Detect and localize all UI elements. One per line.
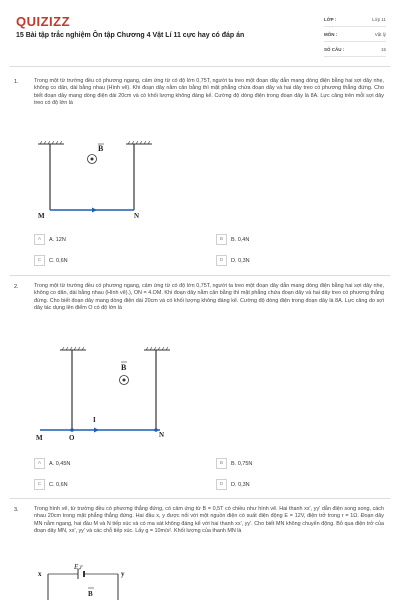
point-n-label: N [159, 431, 165, 439]
field-label-b: B [121, 363, 127, 372]
meta-key: LỚP : [324, 16, 337, 22]
option-c[interactable] [34, 479, 68, 490]
question-text: Trong một từ trường đều có phương ngang, cảm ứng từ có độ lớn 0,75T, người ta treo một đoạn dây dẫn mang dòng điện bằng hai sợi dây nhẹ, không co dãn, dài bằng nhau (Hình vẽ).), ON = 4.OM. Khi đoạn dây nằm cân bằng thì mặt phẳng chứa đoạn dây và hai dây treo có phương thẳng đứng. Cho biết đoạn dây mang dòng điện dài 20cm và có khối lượng không đáng kể. Cường độ dòng điện trong đoạn dây là 8A. Lực căng do sợi dây tác dụng lên điểm O có độ lớn là [34, 283, 384, 311]
field-out-of-page-icon [120, 376, 129, 385]
current-label-i: I [93, 416, 96, 424]
page-title: 15 Bài tập trắc nghiệm Ôn tập Chương 4 Vật Lí 11 cực hay có đáp án [16, 32, 245, 39]
point-n-label: N [134, 212, 140, 220]
meta-panel [324, 12, 386, 57]
option-a[interactable] [34, 458, 70, 469]
question-1-figure [30, 138, 190, 224]
divider [10, 498, 390, 499]
option-text: A. 12N [49, 236, 66, 243]
option-a[interactable] [34, 234, 66, 245]
quizizz-logo: QUIZIZZ [16, 14, 71, 29]
option-letter-box: D [216, 479, 227, 490]
current-arrow-icon [94, 428, 99, 433]
meta-row-grade [324, 12, 386, 27]
ceiling-left [38, 141, 64, 144]
meta-key: SỐ CÂU : [324, 46, 345, 52]
question-number: 2. [14, 284, 19, 290]
point-m-label: M [36, 434, 43, 442]
option-text: A. 0,45N [49, 460, 71, 467]
question-text: Trong hình vẽ, từ trường đều có phương thẳng đứng, có cảm ứng từ B = 0,5T có chiều như hình vẽ. Hai thanh xx', yy' dẫn điện song song, cách nhau 20cm trong mặt phẳng thẳng đứng. Hai đầu x, y được nối với một nguồn điện có suất điện động E = 12V, điện trở trong r = 1Ω. Đoạn dây MN nằm ngang, hai đầu M và N tiếp xúc và có ma sát không đáng kể với hai thanh xx', yy'. Cho biết MN không chuyển động. Bỏ qua điện trở của đoạn dây MN, xx', yy' và các chỗ tiếp xúc. Lấy g = 10m/s². Khối lượng của thanh MN là [34, 506, 384, 534]
point-o-label: O [69, 434, 75, 442]
ceiling-right [144, 347, 170, 350]
rail-x-label: x [38, 570, 42, 578]
option-b[interactable] [216, 234, 249, 245]
page-header [0, 0, 400, 62]
option-b[interactable] [216, 458, 252, 469]
option-d[interactable] [216, 255, 250, 266]
field-out-of-page-icon [88, 155, 97, 164]
meta-key: MÔN : [324, 31, 338, 37]
question-number: 3. [14, 507, 19, 513]
ceiling-left [60, 347, 86, 350]
option-text: D. 0,3N [231, 481, 250, 488]
option-d[interactable] [216, 479, 250, 490]
option-text: B. 0,75N [231, 460, 253, 467]
meta-row-subject [324, 27, 386, 42]
rail-y-label: y [121, 570, 125, 578]
meta-value: Vật lý [374, 31, 386, 37]
point-n-dot [154, 428, 158, 432]
option-text: B. 0,4N [231, 236, 250, 243]
question-3-figure [30, 562, 140, 600]
divider [10, 66, 390, 67]
question-text: Trong một từ trường đều có phương ngang, cảm ứng từ có độ lớn 0,75T, người ta treo một đoạn dây dẫn mang dòng điện bằng hai sợi dây nhẹ, không co dãn, dài bằng nhau (Hình vẽ). Khi đoạn dây nằm cân bằng thì mặt phẳng chứa đoạn dây và hai dây treo có phương thẳng đứng. Cho biết đoạn dây mang dòng điện dài 20cm và có khối lượng không đáng kể. Cường độ dòng điện trong đoạn dây là 8A. Lực căng trên mỗi sợi dây treo có độ lớn là [34, 78, 384, 106]
field-label-b: B [88, 590, 93, 598]
meta-row-count [324, 42, 386, 57]
option-letter-box: A [34, 234, 45, 245]
option-letter-box: B [216, 458, 227, 469]
point-o-dot [70, 428, 74, 432]
option-c[interactable] [34, 255, 68, 266]
point-m-label: M [38, 212, 45, 220]
meta-value: Lớp 11 [372, 16, 386, 22]
option-letter-box: B [216, 234, 227, 245]
source-label: E,r [74, 563, 83, 571]
field-label-b: B [98, 144, 104, 153]
option-letter-box: C [34, 255, 45, 266]
option-text: C. 0,6N [49, 257, 68, 264]
option-letter-box: D [216, 255, 227, 266]
current-arrow-icon [92, 208, 97, 213]
meta-value: 15 [380, 46, 386, 52]
option-text: D. 0,3N [231, 257, 250, 264]
question-2-figure [30, 344, 190, 444]
option-text: C. 0,6N [49, 481, 68, 488]
question-number: 1. [14, 79, 19, 85]
divider [10, 275, 390, 276]
option-letter-box: A [34, 458, 45, 469]
option-letter-box: C [34, 479, 45, 490]
ceiling-right [126, 141, 152, 144]
